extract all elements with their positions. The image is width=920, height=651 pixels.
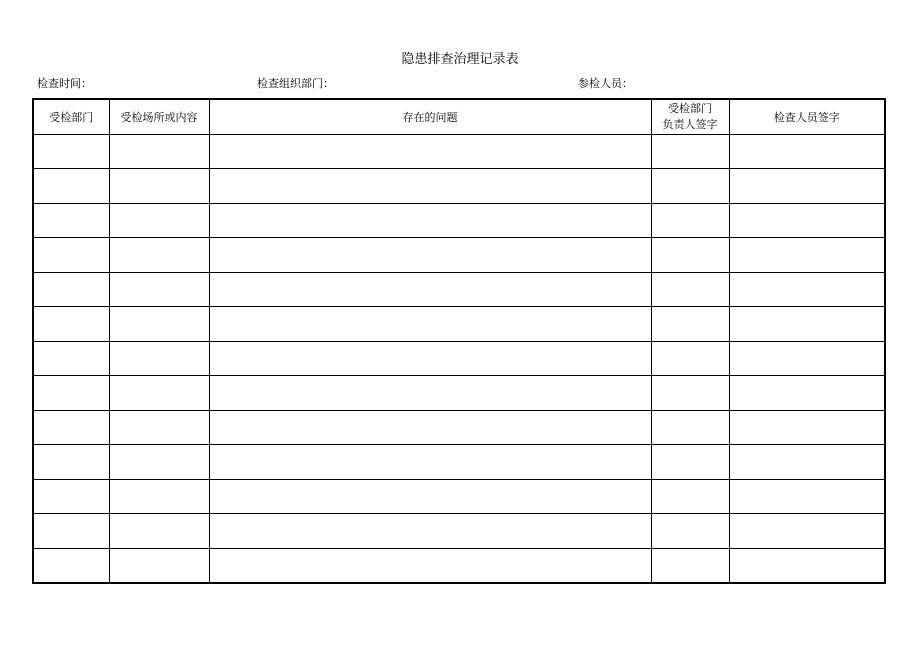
cell-inspected-dept[interactable] [33,307,109,342]
cell-inspector-signature[interactable] [729,272,885,307]
table-row [33,548,885,583]
cell-inspected-place[interactable] [109,548,209,583]
table-body [33,134,885,583]
cell-inspector-signature[interactable] [729,203,885,238]
cell-inspected-place[interactable] [109,203,209,238]
cell-inspector-signature[interactable] [729,341,885,376]
table-header-row [33,99,885,134]
cell-inspected-place[interactable] [109,445,209,480]
cell-dept-head-signature[interactable] [651,134,729,169]
header-dept-head-signature-line2: 负责人签字 [662,117,718,131]
cell-inspector-signature[interactable] [729,134,885,169]
cell-inspected-dept[interactable] [33,169,109,204]
cell-inspected-dept[interactable] [33,514,109,549]
cell-issue[interactable] [209,548,651,583]
cell-issue[interactable] [209,410,651,445]
cell-issue[interactable] [209,203,651,238]
cell-dept-head-signature[interactable] [651,376,729,411]
cell-inspected-dept[interactable] [33,203,109,238]
cell-inspected-dept[interactable] [33,548,109,583]
cell-dept-head-signature[interactable] [651,548,729,583]
cell-dept-head-signature[interactable] [651,272,729,307]
table-row [33,341,885,376]
cell-issue[interactable] [209,169,651,204]
cell-inspected-place[interactable] [109,307,209,342]
cell-issue[interactable] [209,238,651,273]
table-row [33,134,885,169]
cell-issue[interactable] [209,376,651,411]
cell-inspected-dept[interactable] [33,445,109,480]
cell-issue[interactable] [209,307,651,342]
cell-inspector-signature[interactable] [729,410,885,445]
header-inspected-place: 受检场所或内容 [109,99,209,134]
table-row [33,169,885,204]
table-row [33,514,885,549]
cell-inspected-dept[interactable] [33,376,109,411]
cell-inspector-signature[interactable] [729,548,885,583]
header-dept-head-signature-line1: 受检部门 [668,101,712,115]
cell-inspected-place[interactable] [109,410,209,445]
header-inspected-dept: 受检部门 [33,99,109,134]
table-row [33,238,885,273]
cell-dept-head-signature[interactable] [651,169,729,204]
table-row [33,272,885,307]
cell-inspected-place[interactable] [109,169,209,204]
cell-inspector-signature[interactable] [729,238,885,273]
cell-dept-head-signature[interactable] [651,514,729,549]
cell-inspected-dept[interactable] [33,134,109,169]
cell-inspected-dept[interactable] [33,479,109,514]
cell-inspector-signature[interactable] [729,445,885,480]
header-inspector-signature: 检查人员签字 [729,99,885,134]
cell-issue[interactable] [209,341,651,376]
hazard-record-table [32,98,886,584]
cell-inspected-dept[interactable] [33,410,109,445]
table-row [33,445,885,480]
header-dept-head-signature [651,99,729,134]
cell-dept-head-signature[interactable] [651,410,729,445]
cell-issue[interactable] [209,272,651,307]
cell-dept-head-signature[interactable] [651,341,729,376]
participants-label: 参检人员： [578,77,633,90]
cell-inspected-place[interactable] [109,514,209,549]
cell-issue[interactable] [209,445,651,480]
cell-inspected-place[interactable] [109,479,209,514]
cell-dept-head-signature[interactable] [651,203,729,238]
cell-inspector-signature[interactable] [729,307,885,342]
table-row [33,376,885,411]
cell-inspected-place[interactable] [109,341,209,376]
table-row [33,307,885,342]
cell-inspector-signature[interactable] [729,479,885,514]
cell-inspected-dept[interactable] [33,272,109,307]
inspection-time-label: 检查时间： [37,77,92,90]
cell-issue[interactable] [209,134,651,169]
cell-inspector-signature[interactable] [729,376,885,411]
table-row [33,203,885,238]
cell-dept-head-signature[interactable] [651,307,729,342]
cell-inspected-dept[interactable] [33,341,109,376]
inspection-dept-label: 检查组织部门： [257,77,334,90]
cell-inspected-dept[interactable] [33,238,109,273]
cell-dept-head-signature[interactable] [651,479,729,514]
cell-inspected-place[interactable] [109,134,209,169]
table-row [33,410,885,445]
cell-inspector-signature[interactable] [729,514,885,549]
cell-issue[interactable] [209,514,651,549]
cell-inspected-place[interactable] [109,238,209,273]
cell-dept-head-signature[interactable] [651,238,729,273]
header-issues: 存在的问题 [209,99,651,134]
cell-issue[interactable] [209,479,651,514]
form-title: 隐患排查治理记录表 [401,52,519,67]
cell-dept-head-signature[interactable] [651,445,729,480]
cell-inspector-signature[interactable] [729,169,885,204]
cell-inspected-place[interactable] [109,376,209,411]
cell-inspected-place[interactable] [109,272,209,307]
table-row [33,479,885,514]
